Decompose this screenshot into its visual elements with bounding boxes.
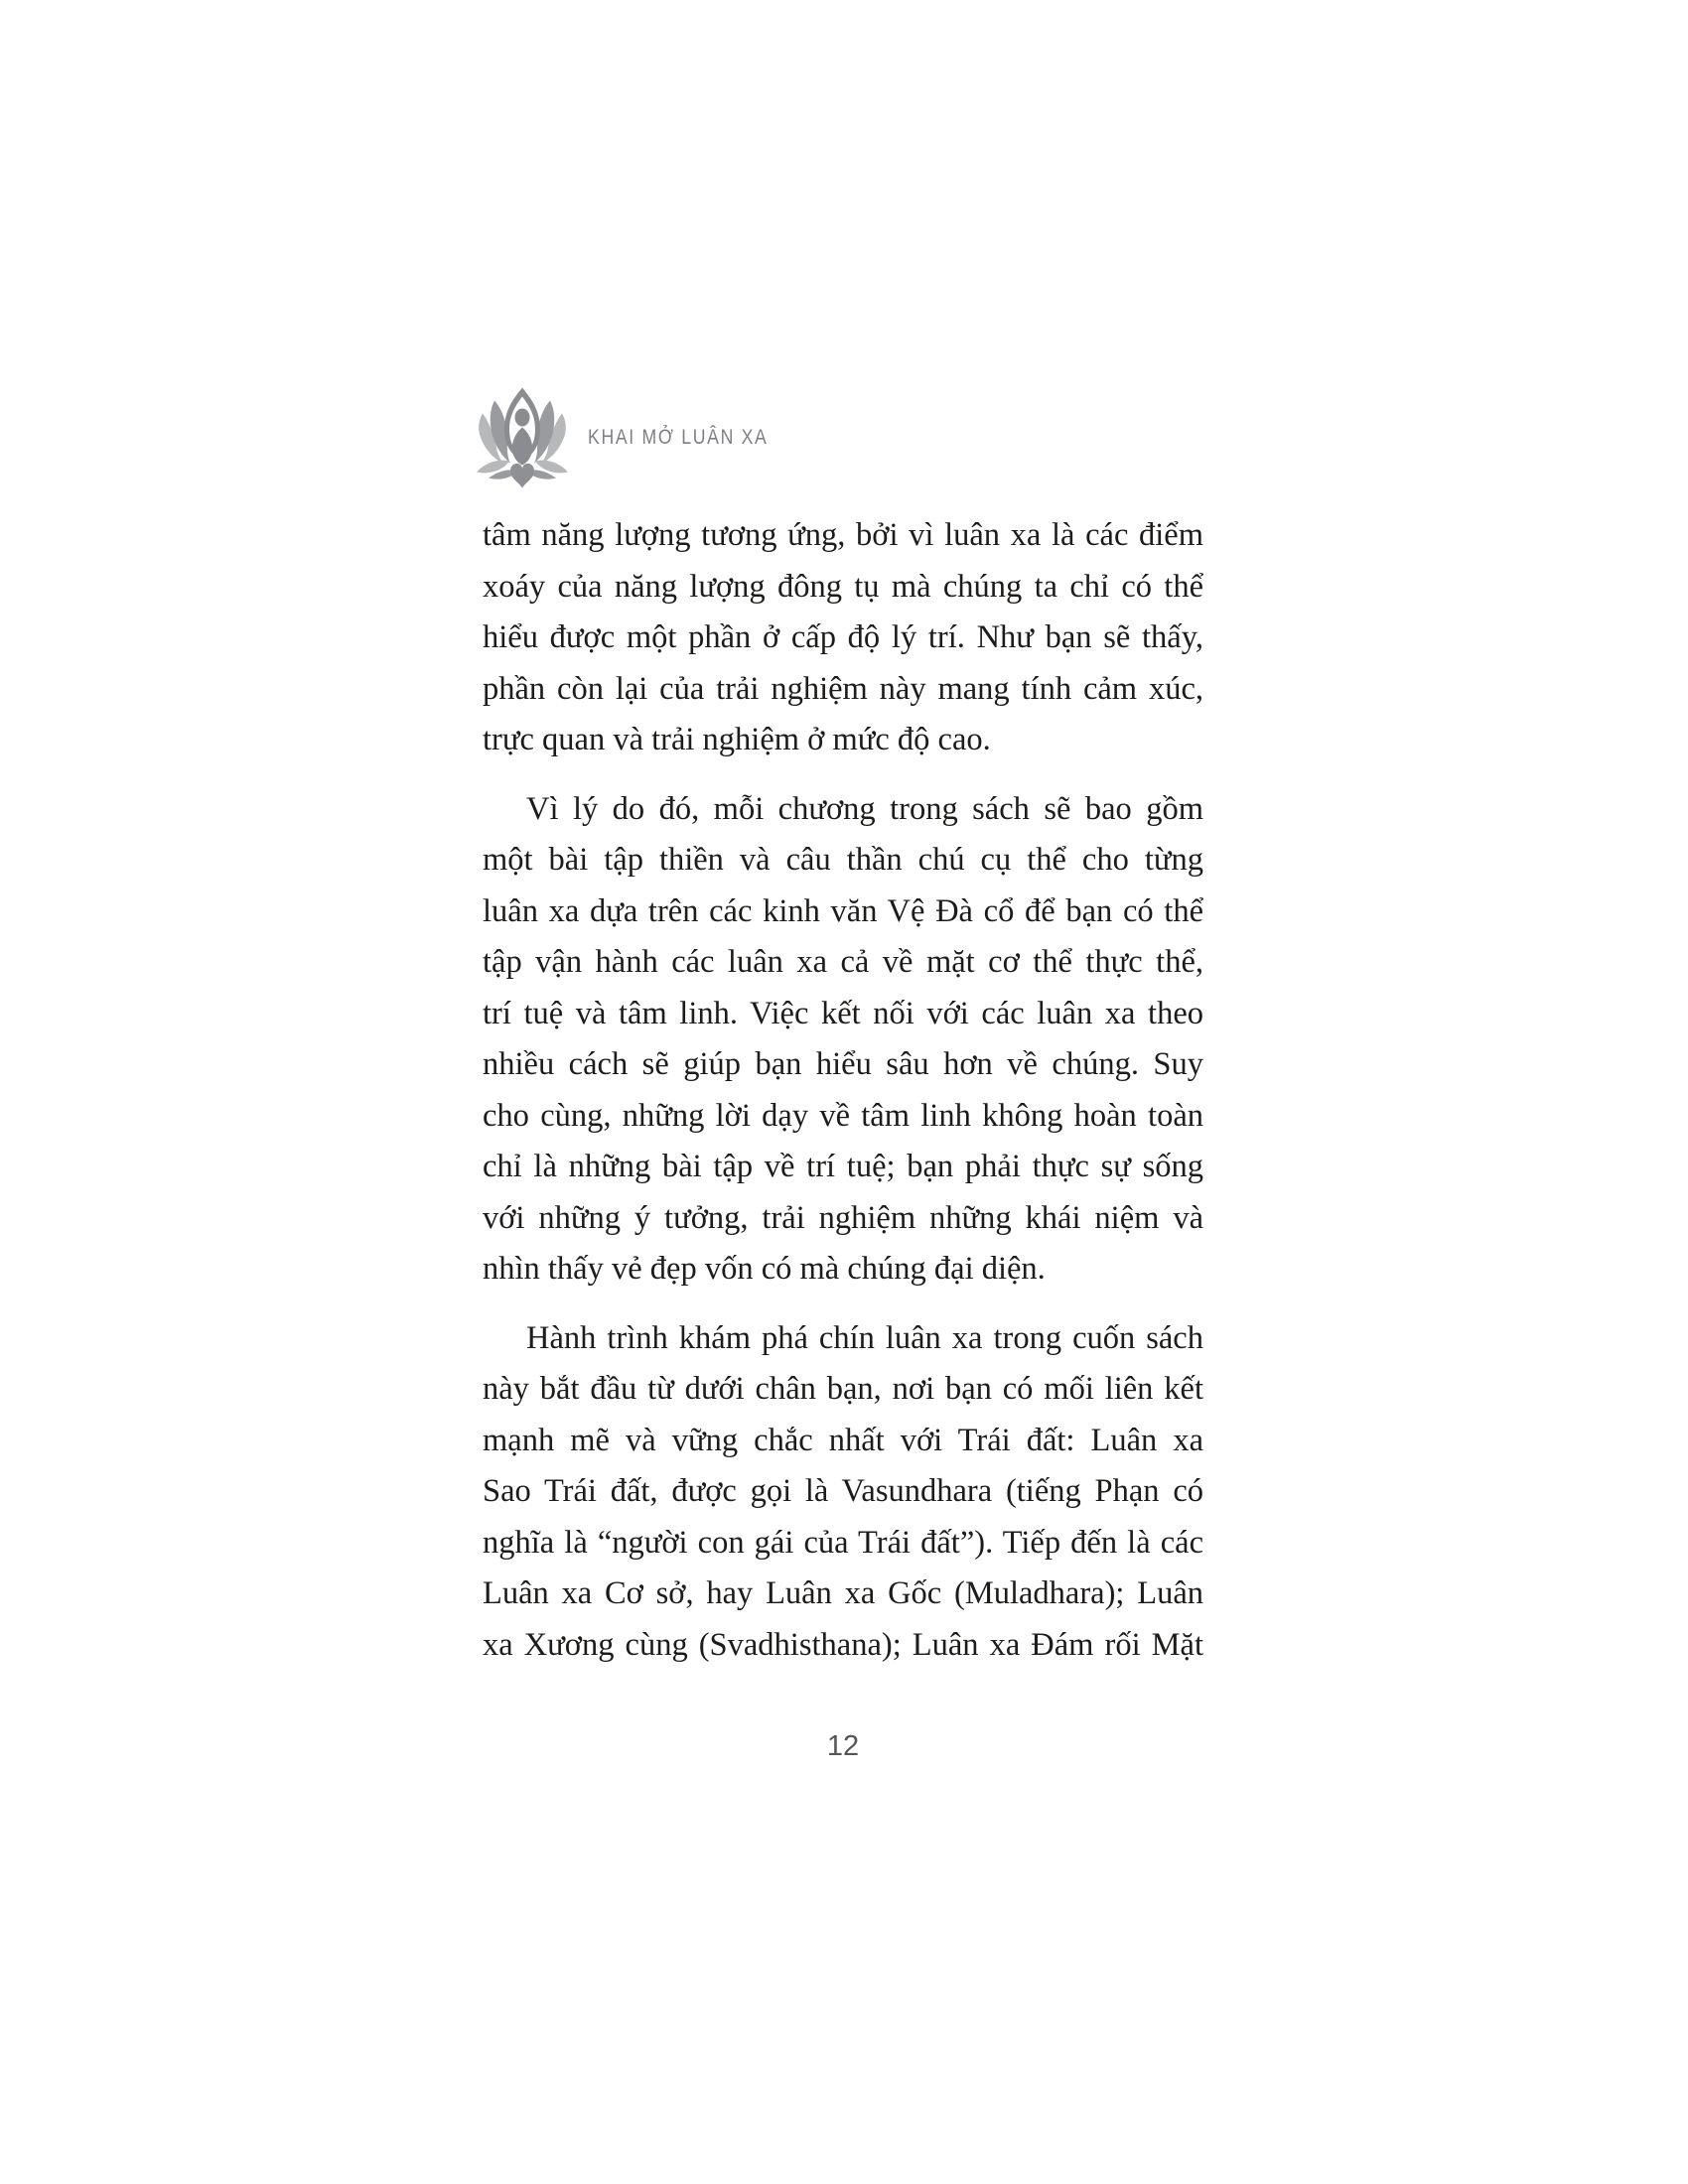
text-line: nhiều cách sẽ giúp bạn hiểu sâu hơn về chúng. Suy	[483, 1046, 1203, 1082]
text-line: nhìn thấy vẻ đẹp vốn có mà chúng đại diện.	[483, 1251, 1046, 1287]
text-line: phần còn lại của trải nghiệm này mang tính cảm xúc,	[483, 670, 1203, 707]
text-line: Luân xa Cơ sở, hay Luân xa Gốc (Muladhara); Luân	[483, 1575, 1203, 1611]
text-line: Sao Trái đất, được gọi là Vasundhara (tiếng Phạn có	[483, 1473, 1203, 1509]
text-line: nghĩa là “người con gái của Trái đất”). Tiếp đến là các	[483, 1524, 1203, 1561]
text-line: một bài tập thiền và câu thần chú cụ thể cho từng	[483, 842, 1203, 878]
text-line: xa Xương cùng (Svadhisthana); Luân xa Đám rối Mặt	[483, 1626, 1203, 1663]
text-line: trực quan và trải nghiệm ở mức độ cao.	[483, 722, 991, 757]
text-line: này bắt đầu từ dưới chân bạn, nơi bạn có mối liên kết	[483, 1371, 1203, 1407]
text-line: xoáy của năng lượng đông tụ mà chúng ta chỉ có thể	[483, 568, 1203, 605]
text-line: mạnh mẽ và vững chắc nhất với Trái đất: Luân xa	[483, 1422, 1203, 1458]
text-line: luân xa dựa trên các kinh văn Vệ Đà cổ để bạn có thể	[483, 892, 1203, 929]
paragraph-1	[483, 510, 1203, 766]
body-text	[483, 510, 1203, 1671]
text-line: với những ý tưởng, trải nghiệm những khái niệm và	[483, 1199, 1203, 1236]
text-line: tập vận hành các luân xa cả về mặt cơ thể thực thể,	[483, 944, 1203, 980]
text-line: hiểu được một phần ở cấp độ lý trí. Như bạn sẽ thấy,	[483, 619, 1203, 655]
text-line: tâm năng lượng tương ứng, bởi vì luân xa là các điểm	[483, 517, 1203, 553]
text-line: Vì lý do đó, mỗi chương trong sách sẽ bao gồm	[526, 790, 1203, 827]
text-line: chỉ là những bài tập về trí tuệ; bạn phải thực sự sống	[483, 1149, 1203, 1184]
lotus-meditation-logo-icon	[475, 385, 570, 491]
paragraph-2	[483, 784, 1203, 1296]
text-line: trí tuệ và tâm linh. Việc kết nối với các luân xa theo	[483, 995, 1203, 1031]
running-head-title: KHAI MỞ LUÂN XA	[588, 426, 769, 449]
text-line: Hành trình khám phá chín luân xa trong cuốn sách	[526, 1319, 1203, 1356]
paragraph-3	[483, 1313, 1203, 1672]
text-line: cho cùng, những lời dạy về tâm linh không hoàn toàn	[483, 1097, 1203, 1134]
page-number: 12	[826, 1730, 860, 1762]
